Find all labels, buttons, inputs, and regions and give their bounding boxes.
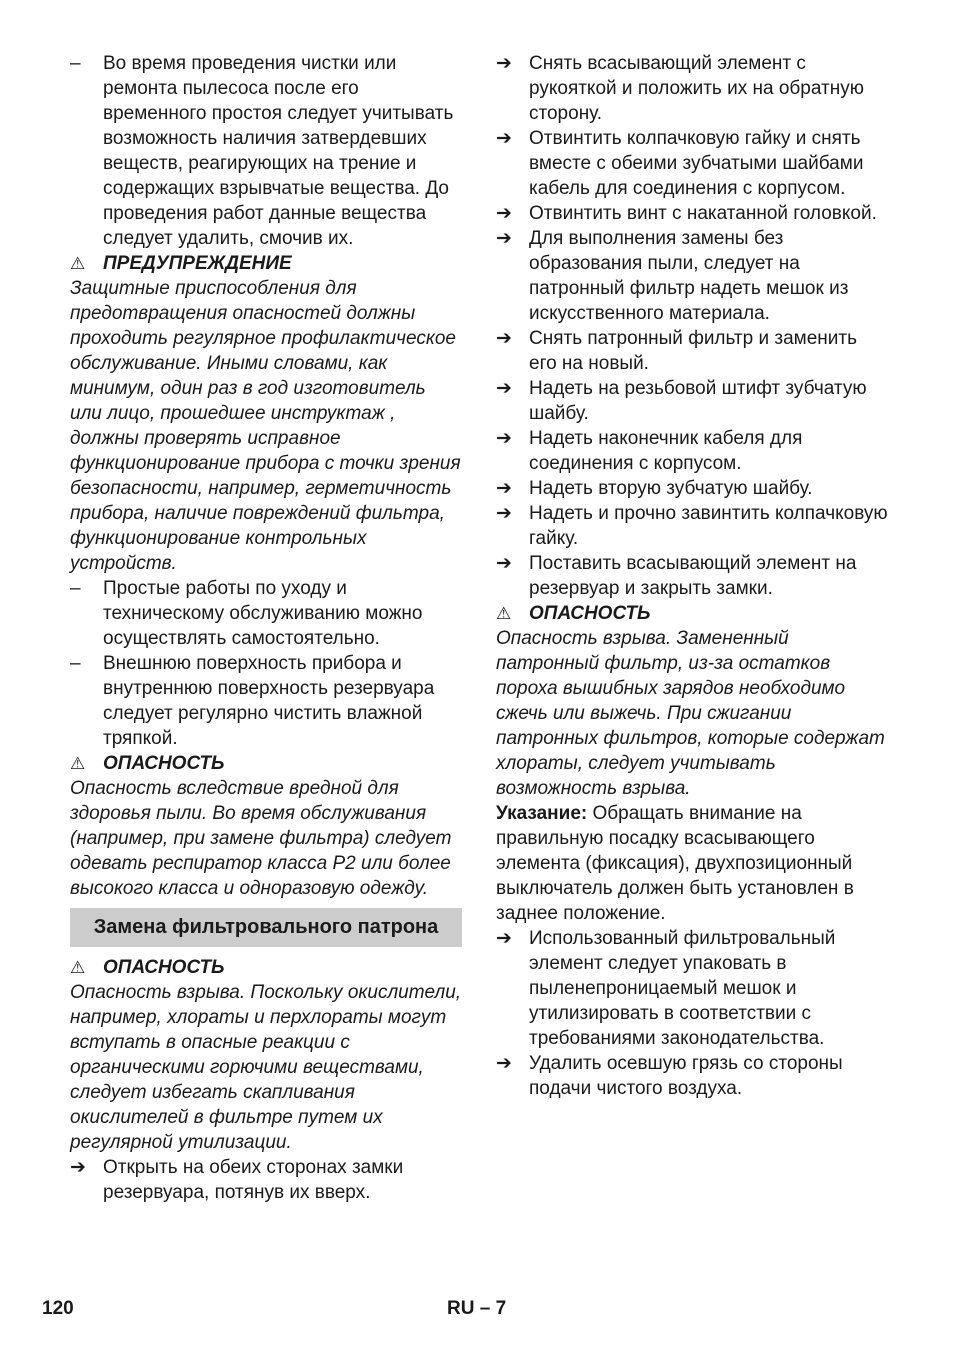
step-item [496,476,888,501]
warning-text: Защитные приспособления для предотвращения опасностей должны проходить регулярное профилактическое обслуживание. Иными словами, как минимум, один раз в год изготовитель или лицо, прошедшее инструктаж , должны проверять исправное функционирование прибора с точки зрения безопасности, например, герметичность прибора, наличие повреждений фильтра, функционирование контрольных устройств. [70,278,461,574]
arrow-right-icon: ➔ [496,428,512,449]
warning-title: ПРЕДУПРЕЖДЕНИЕ [103,253,292,274]
list-item [70,51,462,251]
arrow-right-icon: ➔ [496,128,512,149]
paragraph-text: Во время проведения чистки или ремонта пылесоса после его временного простоя следует учитывать возможность наличия затвердевших веществ, реагирующих на трение и содержащих взрывчатые вещества. До проведения работ данные вещества следует удалить, смочив их. [103,53,454,249]
step-item [496,926,888,1051]
step-text: Надеть вторую зубчатую шайбу. [529,478,813,499]
step-item [496,426,888,476]
step-text: Отвинтить колпачковую гайку и снять вместе с обеими зубчатыми шайбами кабель для соединения с корпусом. [529,128,864,199]
step-text: Открыть на обеих сторонах замки резервуара, потянув их вверх. [103,1157,404,1203]
danger-title: ОПАСНОСТЬ [529,603,651,624]
step-text: Удалить осевшую грязь со стороны подачи чистого воздуха. [529,1053,843,1099]
note-text: Обращать внимание на правильную посадку всасывающего элемента (фиксация), двухпозиционный выключатель должен быть установлен в заднее положение. [496,803,854,924]
step-item [496,226,888,326]
step-item [496,201,888,226]
arrow-right-icon: ➔ [496,503,512,524]
step-item [496,1051,888,1101]
step-text: Надеть на резьбовой штифт зубчатую шайбу. [529,378,867,424]
warning-triangle-icon: ⚠ [70,254,86,273]
step-text: Надеть наконечник кабеля для соединения с корпусом. [529,428,803,474]
arrow-right-icon: ➔ [496,928,512,949]
page-number: 120 [42,1298,74,1319]
step-item [496,551,888,601]
step-text: Отвинтить винт с накатанной головкой. [529,203,877,224]
step-item [70,1155,462,1205]
note-label: Указание: [496,803,588,824]
step-text: Для выполнения замены без образования пыли, следует на патронный фильтр надеть мешок из искусственного материала. [529,228,849,324]
danger-heading [496,601,888,626]
danger-text: Опасность взрыва. Поскольку окислители, например, хлораты и перхлораты могут вступать в опасные реакции с органическими горючими веществами, следует избегать скапливания окислителей в фильтре путем их регулярной утилизации. [70,982,462,1153]
arrow-right-icon: ➔ [496,53,512,74]
danger-heading [70,955,462,980]
arrow-right-icon: ➔ [496,203,512,224]
danger-text: Опасность вследствие вредной для здоровья пыли. Во время обслуживания (например, при замене фильтра) следует одевать респиратор класса P2 или более высокого класса и одноразовую одежду. [70,778,452,899]
step-text: Надеть и прочно завинтить колпачковую гайку. [529,503,888,549]
arrow-right-icon: ➔ [496,378,512,399]
left-column [70,51,462,1205]
step-item [496,326,888,376]
step-item [496,501,888,551]
right-column [496,51,888,1101]
steps-list [496,926,888,1101]
warning-triangle-icon: ⚠ [70,754,86,773]
arrow-right-icon: ➔ [496,1053,512,1074]
arrow-right-icon: ➔ [496,478,512,499]
list-item [70,576,462,651]
step-item [496,126,888,201]
note-paragraph [496,801,888,926]
section-heading: Замена фильтровального патрона [70,908,462,947]
step-text: Снять всасывающий элемент с рукояткой и положить их на обратную сторону. [529,53,864,124]
arrow-right-icon: ➔ [496,553,512,574]
step-text: Использованный фильтровальный элемент следует упаковать в пыленепроницаемый мешок и утилизировать в соответствии с требованиями законодательства. [529,928,836,1049]
steps-list [496,51,888,601]
warning-triangle-icon: ⚠ [496,604,512,623]
arrow-right-icon: ➔ [496,328,512,349]
danger-text: Опасность взрыва. Замененный патронный фильтр, из-за остатков пороха вышибных зарядов необходимо сжечь или выжечь. При сжигании патронных фильтров, которые содержат хлораты, следует учитывать возможность взрыва. [496,628,885,799]
warning-triangle-icon: ⚠ [70,958,86,977]
paragraph-text: Простые работы по уходу и техническому обслуживанию можно осуществлять самостоятельно. [103,578,423,649]
danger-heading [70,751,462,776]
step-text: Поставить всасывающий элемент на резервуар и закрыть замки. [529,553,857,599]
danger-title: ОПАСНОСТЬ [103,957,225,978]
warning-heading [70,251,462,276]
arrow-right-icon: ➔ [496,228,512,249]
arrow-right-icon: ➔ [70,1157,86,1178]
step-item [496,376,888,426]
page-label: RU – 7 [447,1298,507,1319]
paragraph-text: Внешнюю поверхность прибора и внутреннюю поверхность резервуара следует регулярно чистить влажной тряпкой. [103,653,435,749]
step-item [496,51,888,126]
list-item [70,651,462,751]
step-text: Снять патронный фильтр и заменить его на новый. [529,328,857,374]
danger-title: ОПАСНОСТЬ [103,753,225,774]
